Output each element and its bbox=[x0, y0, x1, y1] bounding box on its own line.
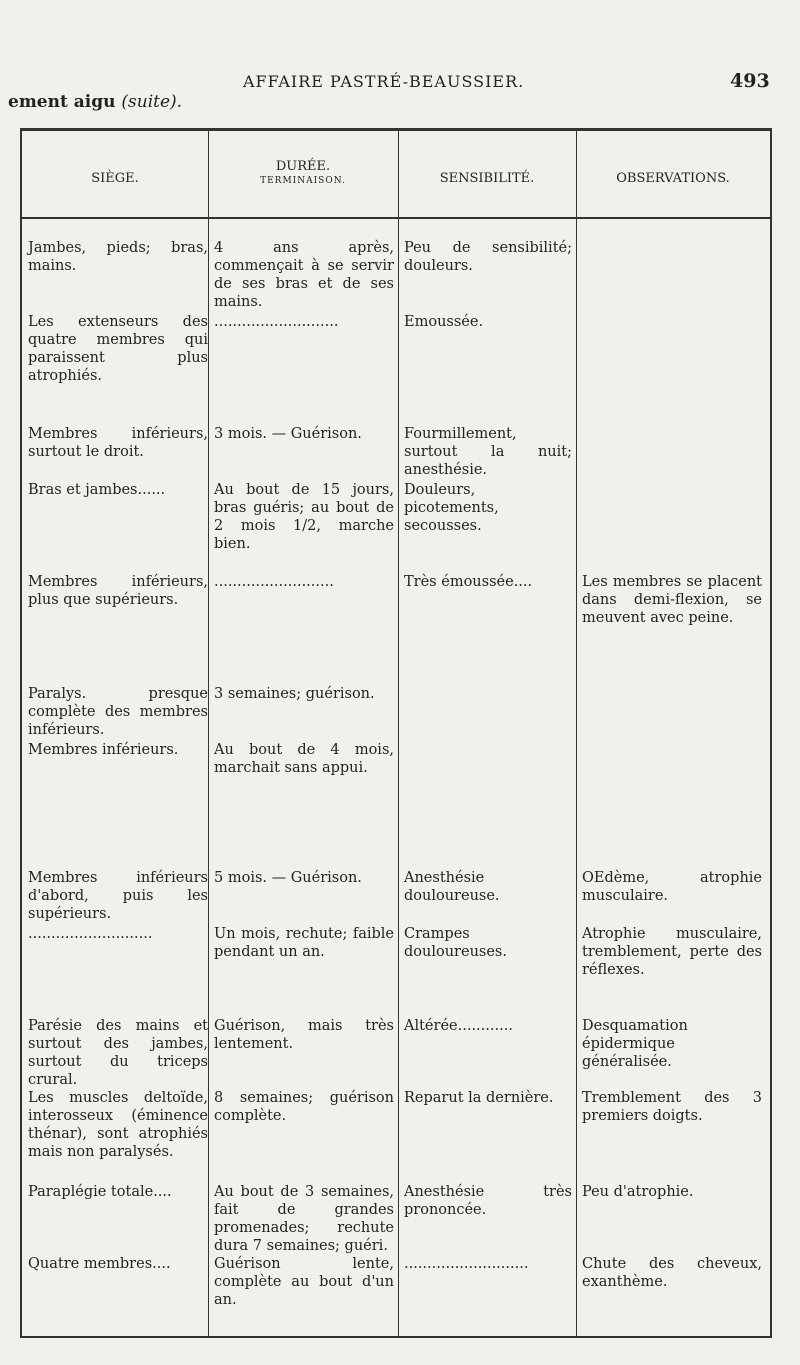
cell-sensibilite: Anesthésie douloureuse. bbox=[404, 870, 500, 904]
data-table bbox=[20, 128, 772, 1338]
cell-siege: Parésie des mains et surtout des jambes, surtout du triceps crural. bbox=[28, 1018, 208, 1088]
cell-observations: Desquamation épidermique généralisée. bbox=[582, 1018, 688, 1070]
cell-duree: 8 semaines; guérison complète. bbox=[214, 1090, 394, 1124]
subtitle-suite: (suite). bbox=[121, 92, 183, 112]
cell-observations: Atrophie musculaire, tremblement, perte des réflexes. bbox=[582, 926, 762, 978]
cell-observations: Chute des cheveux, exanthème. bbox=[582, 1256, 762, 1290]
cell-siege: Membres inférieurs. bbox=[28, 742, 179, 758]
column-divider bbox=[576, 131, 577, 1336]
page-number: 493 bbox=[730, 70, 770, 92]
column-header-sensibilite: SENSIBILITÉ. bbox=[439, 171, 535, 186]
cell-siege: Jambes, pieds; bras, mains. bbox=[28, 240, 208, 274]
cell-siege: Quatre membres.... bbox=[28, 1256, 171, 1272]
cell-duree: 3 semaines; guérison. bbox=[214, 686, 375, 702]
cell-siege: ........................... bbox=[28, 926, 153, 942]
cell-sensibilite: Reparut la dernière. bbox=[404, 1090, 554, 1106]
cell-sensibilite: Emoussée. bbox=[404, 314, 484, 330]
cell-duree: .......................... bbox=[214, 574, 334, 590]
cell-duree: 5 mois. — Guérison. bbox=[214, 870, 362, 886]
cell-sensibilite: ........................... bbox=[404, 1256, 529, 1272]
cell-siege: Membres inférieurs, plus que supérieurs. bbox=[28, 574, 208, 608]
cell-sensibilite: Crampes douloureuses. bbox=[404, 926, 507, 960]
cell-observations: Tremblement des 3 premiers doigts. bbox=[582, 1090, 762, 1124]
cell-sensibilite: Douleurs, picotements, secousses. bbox=[404, 482, 499, 534]
cell-siege: Paralys. presque complète des membres inférieurs. bbox=[28, 686, 208, 738]
page-title: AFFAIRE PASTRÉ-BEAUSSIER. bbox=[243, 72, 525, 91]
cell-sensibilite: Anesthésie très prononcée. bbox=[404, 1184, 572, 1218]
column-divider bbox=[208, 131, 209, 1336]
cell-observations: OEdème, atrophie musculaire. bbox=[582, 870, 762, 904]
cell-duree: Guérison, mais très lentement. bbox=[214, 1018, 394, 1052]
cell-sensibilite: Fourmillement, surtout la nuit; anesthésie. bbox=[404, 426, 572, 478]
cell-duree: Au bout de 3 semaines, fait de grandes promenades; rechute dura 7 semaines; guéri. bbox=[214, 1184, 394, 1254]
column-header-terminaison: TERMINAISON. bbox=[260, 176, 346, 186]
cell-siege: Membres inférieurs, surtout le droit. bbox=[28, 426, 208, 460]
cell-duree: ........................... bbox=[214, 314, 339, 330]
column-header-duree-label: DURÉE. bbox=[275, 159, 331, 174]
cell-observations: Peu d'atrophie. bbox=[582, 1184, 694, 1200]
cell-duree: 4 ans après, commençait à se servir de ses bras et de ses mains. bbox=[214, 240, 394, 310]
cell-duree: Un mois, rechute; faible pendant un an. bbox=[214, 926, 394, 960]
cell-duree: Guérison lente, complète au bout d'un an. bbox=[214, 1256, 394, 1308]
cell-observations: Les membres se placent dans demi-flexion, se meuvent avec peine. bbox=[582, 574, 762, 626]
cell-siege: Les muscles deltoïde, interosseux (éminence thénar), sont atrophiés mais non paralysés. bbox=[28, 1090, 208, 1160]
cell-siege: Bras et jambes...... bbox=[28, 482, 166, 498]
cell-siege: Les extenseurs des quatre membres qui paraissent plus atrophiés. bbox=[28, 314, 208, 384]
column-header-observations: OBSERVATIONS. bbox=[616, 171, 730, 186]
cell-sensibilite: Altérée............ bbox=[404, 1018, 513, 1034]
cell-siege: Membres inférieurs d'abord, puis les supérieurs. bbox=[28, 870, 208, 922]
cell-duree: Au bout de 4 mois, marchait sans appui. bbox=[214, 742, 394, 776]
header-rule bbox=[22, 217, 770, 219]
section-subtitle bbox=[8, 92, 182, 112]
cell-sensibilite: Très émoussée.... bbox=[404, 574, 533, 590]
cell-sensibilite: Peu de sensibilité; douleurs. bbox=[404, 240, 572, 274]
subtitle-main: ement aigu bbox=[8, 92, 116, 112]
column-header-siege: SIÈGE. bbox=[91, 171, 139, 186]
cell-duree: Au bout de 15 jours, bras guéris; au bout de 2 mois 1/2, marche bien. bbox=[214, 482, 394, 552]
cell-siege: Paraplégie totale.... bbox=[28, 1184, 172, 1200]
column-header-duree bbox=[208, 159, 398, 186]
cell-duree: 3 mois. — Guérison. bbox=[214, 426, 362, 442]
column-divider bbox=[398, 131, 399, 1336]
